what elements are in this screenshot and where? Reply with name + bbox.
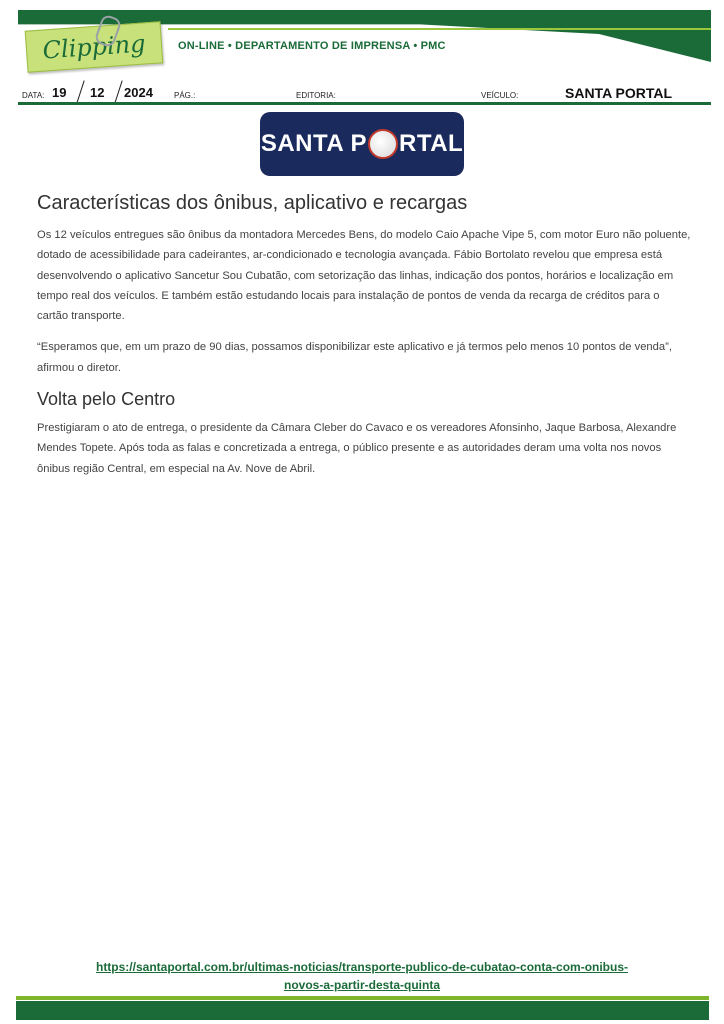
veiculo-value: SANTA PORTAL — [565, 85, 673, 101]
logo-text-left: SANTA P — [260, 130, 367, 157]
banner-accent-line — [168, 28, 711, 30]
article-paragraph: “Esperamos que, em um prazo de 90 dias, possamos disponibilizar este aplicativo e já termos pelo menos 10 pontos de venda”, afirmou o diretor. — [37, 341, 672, 374]
clipping-label — [25, 21, 164, 72]
source-link[interactable] — [20, 958, 704, 994]
date-separator — [114, 80, 122, 103]
date-day: 19 — [52, 85, 67, 100]
source-link-line1[interactable]: https://santaportal.com.br/ultimas-noticias/transporte-publico-de-cubatao-conta-com-onibus- — [95, 960, 629, 974]
date-separator — [76, 80, 84, 103]
clipping-label-text: Clipping — [41, 29, 147, 65]
baseball-icon — [368, 129, 398, 159]
veiculo-label: VEÍCULO: — [481, 91, 519, 100]
banner-subtitle: ON-LINE • DEPARTAMENTO DE IMPRENSA • PMC — [178, 40, 446, 52]
meta-divider — [18, 102, 711, 105]
source-link-line2[interactable]: novos-a-partir-desta-quinta — [283, 978, 440, 992]
date-label: DATA: — [22, 91, 45, 100]
page-label: PÁG.: — [174, 91, 196, 100]
article-paragraph: Prestigiaram o ato de entrega, o presidente da Câmara Cleber do Cavaco e os vereadores Afonsinho, Jaque Barbosa, Alexandre Mendes Topete. Após toda as falas e concretizada a entrega, o público presente e as autoridades deram uma volta nos novos ônibus região Central, em especial na Av. Nove de Abril. — [37, 422, 677, 475]
logo-wordmark — [261, 129, 463, 159]
santa-portal-logo — [260, 112, 464, 176]
article-body — [37, 192, 692, 490]
logo-text-right: RTAL — [398, 130, 464, 157]
date-year: 2024 — [124, 85, 153, 100]
date-month: 12 — [90, 85, 105, 100]
article-paragraph: Os 12 veículos entregues são ônibus da montadora Mercedes Bens, do modelo Caio Apache Vipe 5, com motor Euro não poluente, dotado de acessibilidade para cadeirantes, ar-condicionado e tecnologia avançada. Fábio Bortolato revelou que empresa está desenvolvendo o aplicativo Sancetur Sou Cubatão, com setorização das linhas, indicação dos pontos, horários e localização em tempo real dos veículos. E também estão estudando locais para instalação de pontos de venda da recarga de créditos para o cartão transporte. — [37, 229, 691, 323]
clipping-banner — [18, 10, 711, 74]
meta-row — [22, 80, 712, 102]
article-heading: Características dos ônibus, aplicativo e recargas — [37, 192, 468, 214]
article-subheading: Volta pelo Centro — [37, 389, 176, 410]
footer-bar-accent — [16, 996, 709, 1000]
footer-bar — [16, 1001, 709, 1020]
editoria-label: EDITORIA: — [296, 91, 336, 100]
